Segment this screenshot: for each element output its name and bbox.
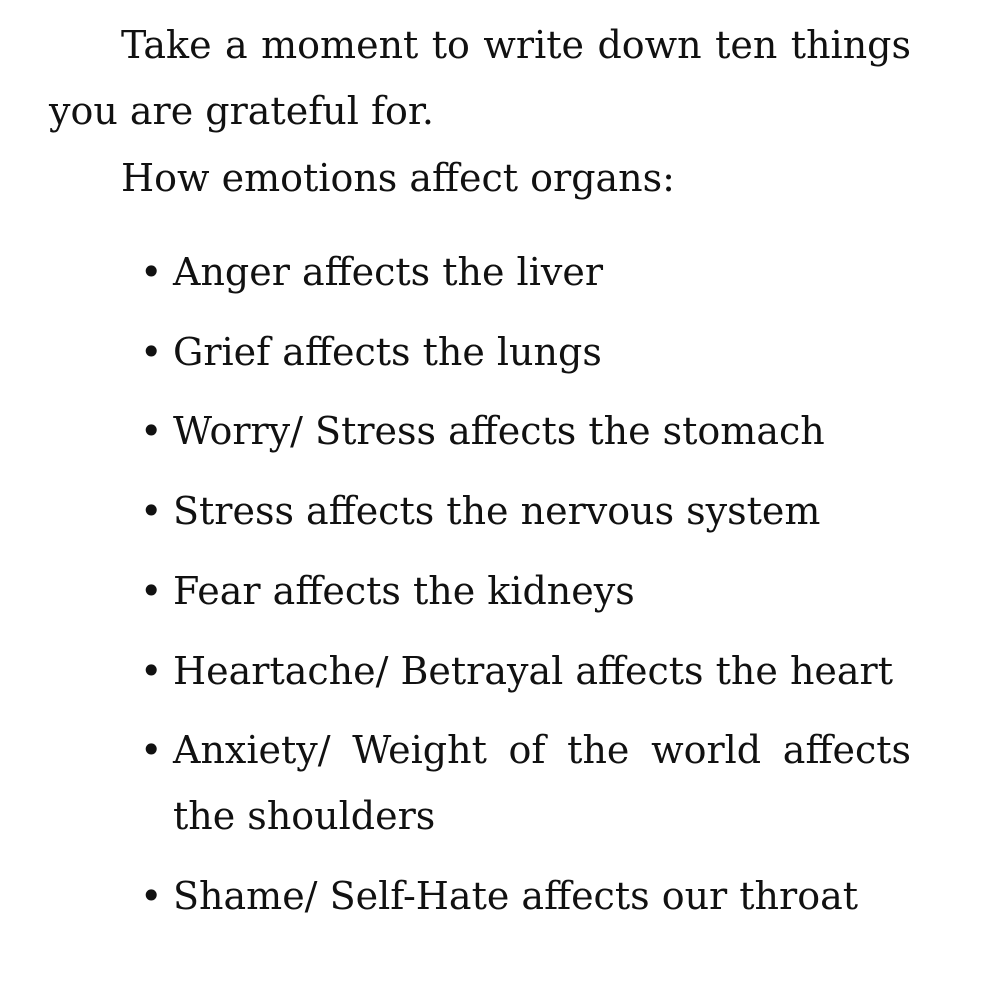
gratitude-paragraph: Take a moment to write down ten things you are grateful for. — [49, 23, 911, 133]
bullet-icon: • — [140, 874, 163, 918]
list-item-text: Worry/ Stress affects the stomach — [173, 409, 825, 453]
list-item-text: Shame/ Self-Hate affects our throat — [173, 874, 859, 918]
bullet-icon: • — [140, 330, 163, 374]
bullet-icon: • — [140, 250, 163, 294]
bullet-icon: • — [140, 569, 163, 613]
list-item-text: Heartache/ Betrayal affects the heart — [173, 649, 893, 693]
list-item-text: Anger affects the liver — [173, 250, 603, 294]
list-item-text: Fear affects the kidneys — [173, 569, 635, 613]
list-item-text: Stress affects the nervous system — [173, 489, 821, 533]
bullet-icon: • — [140, 409, 163, 453]
list-item-text: Grief affects the lungs — [173, 330, 602, 374]
bullet-icon: • — [140, 728, 163, 772]
organs-intro-paragraph: How emotions affect organs: — [121, 156, 675, 200]
list-item-text: Anxiety/ Weight of the world affects the shoulders — [173, 728, 911, 838]
bullet-icon: • — [140, 489, 163, 533]
bullet-icon: • — [140, 649, 163, 693]
